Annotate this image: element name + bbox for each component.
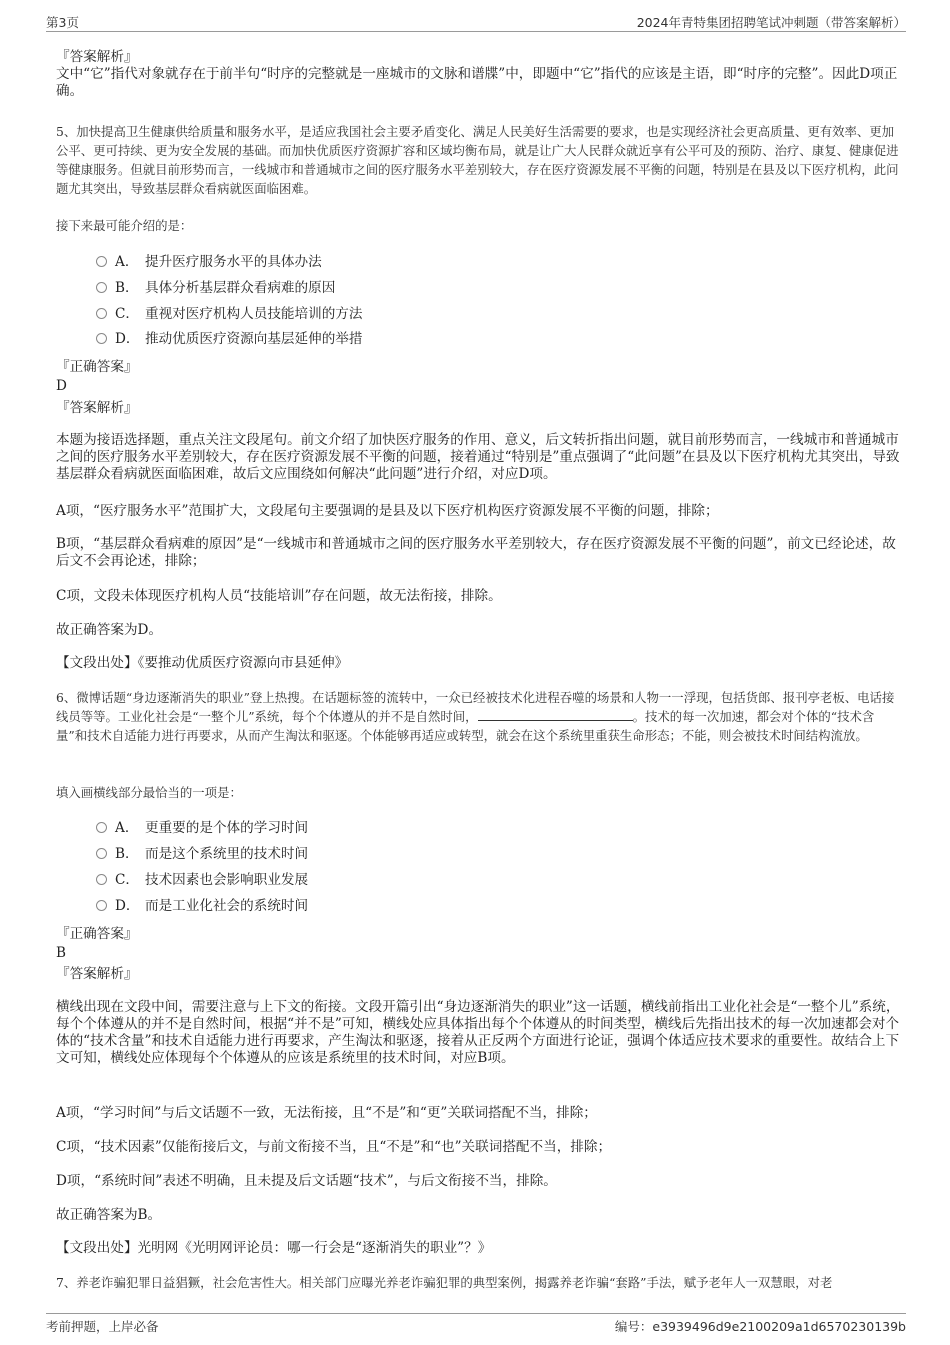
analysis-conclusion: 故正确答案为D。 [56, 622, 163, 638]
radio-icon[interactable] [96, 256, 107, 267]
analysis-paragraph: A项，“医疗服务水平”范围扩大，文段尾句主要强调的是县及以下医疗机构医疗资源发展不平衡的问题，排除； [56, 503, 719, 519]
question-5-option-c[interactable]: C． 重视对医疗机构人员技能培训的方法 [96, 305, 363, 323]
footer-slogan: 考前押题，上岸必备 [46, 1319, 159, 1334]
radio-icon[interactable] [96, 900, 107, 911]
analysis-label: 『答案解析』 [56, 966, 138, 982]
question-7-stem: 7、养老诈骗犯罪日益猖獗，社会危害性大。相关部门应曝光养老诈骗犯罪的典型案例，揭露养老诈骗“套路”手法，赋予老年人一双慧眼，对老 [56, 1275, 833, 1290]
analysis-paragraph: A项，“学习时间”与后文话题不一致，无法衔接，且“不是”和“更”关联词搭配不当，排除； [56, 1105, 597, 1121]
analysis-text: 文中“它”指代对象就存在于前半句“时序的完整就是一座城市的文脉和谱牒”中，即题中“它”指代的应该是主语，即“时序的完整”。因此D项正确。 [56, 66, 898, 99]
document-code: 编号：e3939496d9e2100209a1d6570230139b [614, 1319, 906, 1334]
radio-icon[interactable] [96, 874, 107, 885]
question-5-stem: 5、加快提高卫生健康供给质量和服务水平，是适应我国社会主要矛盾变化、满足人民美好生活需要的要求，也是实现经济社会更高质量、更有效率、更加公平、更可持续、更为安全发展的基础。而加快优质医疗资源扩容和区域均衡布局，就是让广大人民群众就近享有公平可及的预防、治疗、康复、健康促进等健康服务。但就目前形势而言，一线城市和普通城市之间的医疗服务水平差别较大，存在医疗资源发展不平衡的问题，特别是在县及以下医疗机构，此问题尤其突出，导致基层群众看病就医面临困难。 [56, 124, 899, 196]
question-5-option-d[interactable]: D． 推动优质医疗资源向基层延伸的举措 [96, 330, 363, 348]
question-6-option-a[interactable]: A． 更重要的是个体的学习时间 [96, 819, 308, 837]
answer-value: B [56, 945, 66, 961]
answer-label: 『正确答案』 [56, 926, 138, 942]
analysis-conclusion: 故正确答案为B。 [56, 1207, 162, 1223]
radio-icon[interactable] [96, 282, 107, 293]
question-5-option-a[interactable]: A． 提升医疗服务水平的具体办法 [96, 253, 322, 271]
analysis-paragraph: D项，“系统时间”表述不明确，且未提及后文话题“技术”，与后文衔接不当，排除。 [56, 1173, 557, 1189]
radio-icon[interactable] [96, 333, 107, 344]
analysis-paragraph: B项，“基层群众看病难的原因”是“一线城市和普通城市之间的医疗服务水平差别较大，存在医疗资源发展不平衡的问题”，前文已经论述，故后文不会再论述，排除； [56, 536, 896, 569]
analysis-label: 『答案解析』 [56, 49, 138, 65]
analysis-paragraph: 横线出现在文段中间，需要注意与上下文的衔接。文段开篇引出“身边逐渐消失的职业”这一话题，横线前指出工业化社会是“一整个儿”系统，每个个体遵从的并不是自然时间，根据“并不是”可知，横线处应具体指出每个个体遵从的时间类型，横线后先指出技术的每一次加速都会对个体的“技术含量”和技术自适能力进行再要求，产生淘汰和驱逐，接着从正反两个方面进行论证，强调个体适应技术要求的重要性。故结合上下文可知，横线处应体现每个个体遵从的应该是系统里的技术时间，对应B项。 [56, 999, 900, 1066]
page-header [46, 13, 906, 32]
radio-icon[interactable] [96, 822, 107, 833]
source-citation: 【文段出处】光明网《光明网评论员：哪一行会是“逐渐消失的职业”？》 [56, 1240, 492, 1256]
analysis-paragraph: C项，文段未体现医疗机构人员“技能培训”存在问题，故无法衔接，排除。 [56, 588, 502, 604]
radio-icon[interactable] [96, 308, 107, 319]
answer-value: D [56, 378, 67, 394]
page-number: 第3页 [46, 15, 79, 30]
question-6-option-d[interactable]: D． 而是工业化社会的系统时间 [96, 897, 308, 915]
source-citation: 【文段出处】《要推动优质医疗资源向市县延伸》 [56, 655, 349, 671]
radio-icon[interactable] [96, 848, 107, 859]
analysis-paragraph: 本题为接语选择题，重点关注文段尾句。前文介绍了加快医疗服务的作用、意义，后文转折指出问题，就目前形势而言，一线城市和普通城市之间的医疗服务水平差别较大，存在医疗资源发展不平衡的问题，接着通过“特别是”重点强调了“此问题”在县及以下医疗机构尤其突出，导致基层群众看病就医面临困难，故后文应围绕如何解决“此问题”进行介绍，对应D项。 [56, 432, 900, 482]
page-footer [46, 1313, 906, 1335]
question-6-option-c[interactable]: C． 技术因素也会影响职业发展 [96, 871, 308, 889]
question-6-ask: 填入画横线部分最恰当的一项是： [56, 785, 242, 800]
analysis-label: 『答案解析』 [56, 400, 138, 416]
question-6-stem: 6、微博话题“身边逐渐消失的职业”登上热搜。在话题标签的流转中，一众已经被技术化进程吞噬的场景和人物一一浮现，包括货郎、报刊亭老板、电话接线员等等。工业化社会是“一整个儿”系统，每个个体遵从的并不是自然时间， 。技术的每一次加速，都会对个体的“技术含量”和技术自适能力进行再要求，从而产生淘汰和驱逐。个体能够再适应或转型，就会在这个系统里重获生命形态；不能，则会被技术时间结构流放。 [56, 690, 895, 743]
answer-label: 『正确答案』 [56, 359, 138, 375]
question-6-option-b[interactable]: B． 而是这个系统里的技术时间 [96, 845, 308, 863]
question-5-option-b[interactable]: B． 具体分析基层群众看病难的原因 [96, 279, 335, 297]
question-5-ask: 接下来最可能介绍的是： [56, 218, 193, 233]
fill-blank [478, 709, 633, 721]
document-title: 2024年青特集团招聘笔试冲刺题（带答案解析） [636, 15, 906, 30]
analysis-paragraph: C项，“技术因素”仅能衔接后文，与前文衔接不当，且“不是”和“也”关联词搭配不当，排除； [56, 1139, 612, 1155]
